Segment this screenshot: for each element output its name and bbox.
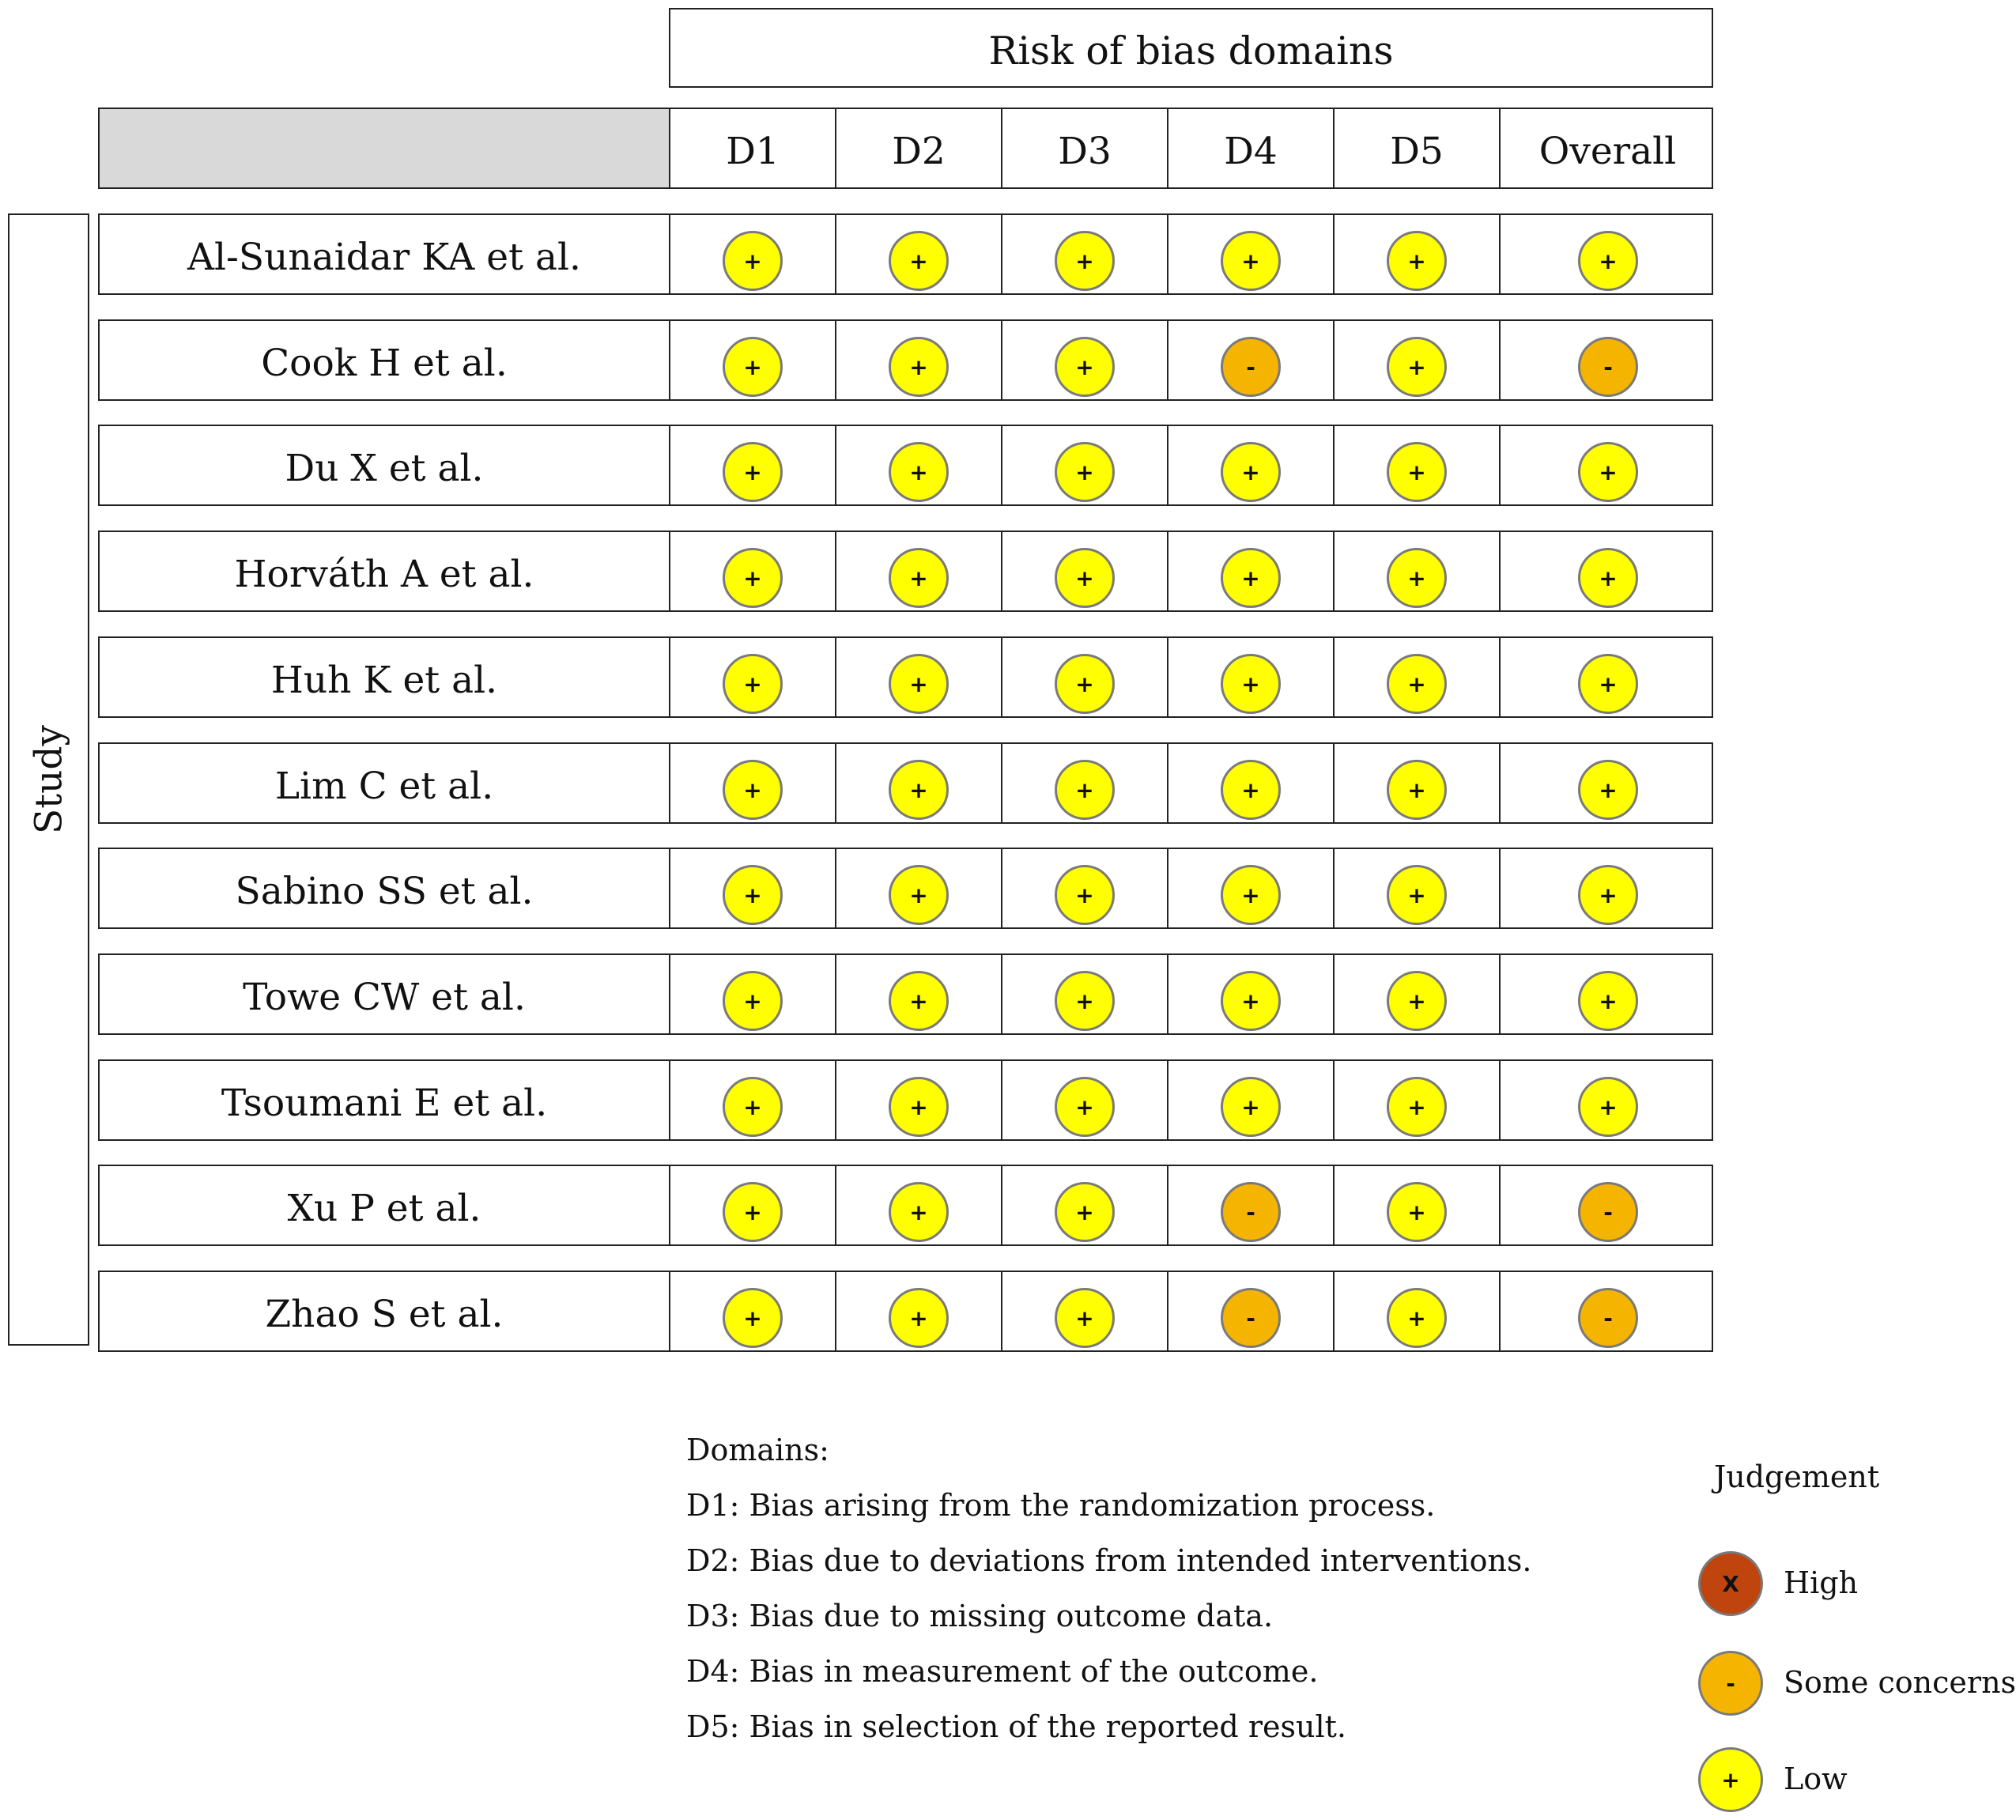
judgement-cell — [1499, 1272, 1715, 1350]
chart-title-box — [669, 8, 1713, 88]
judgement-cell — [835, 321, 1001, 399]
low-risk-icon: + — [889, 231, 949, 291]
table-row — [98, 425, 1713, 506]
low-risk-icon: + — [723, 865, 783, 925]
judgement-cell — [1333, 1166, 1499, 1244]
judgement-cell — [835, 955, 1001, 1033]
some-concerns-icon: - — [1221, 1182, 1281, 1242]
low-risk-icon: + — [889, 654, 949, 714]
low-risk-icon: + — [1055, 971, 1115, 1031]
low-risk-icon: + — [889, 760, 949, 820]
judgement-cell — [1499, 321, 1715, 399]
low-risk-icon: + — [1221, 971, 1281, 1031]
column-header-d2: D2 — [835, 109, 1001, 187]
low-risk-icon: + — [889, 865, 949, 925]
low-risk-icon: + — [889, 442, 949, 502]
judgement-cell — [669, 955, 835, 1033]
judgement-cell — [1499, 638, 1715, 716]
study-axis-box — [8, 213, 89, 1346]
study-axis-label: Study — [27, 725, 70, 834]
table-row — [98, 848, 1713, 929]
legend-low-label: Low — [1784, 1761, 1848, 1796]
table-row — [98, 531, 1713, 612]
judgement-cell — [1001, 215, 1167, 293]
low-risk-icon: + — [1578, 548, 1638, 608]
domain-d5: D5: Bias in selection of the reported result. — [686, 1709, 1346, 1744]
low-risk-icon: + — [723, 231, 783, 291]
judgement-cell — [835, 638, 1001, 716]
low-risk-icon: + — [723, 760, 783, 820]
judgement-cell — [1499, 1166, 1715, 1244]
low-risk-icon: + — [1387, 760, 1447, 820]
low-risk-icon: + — [1221, 231, 1281, 291]
table-row — [98, 213, 1713, 295]
low-risk-icon: + — [723, 442, 783, 502]
judgement-cell — [835, 1166, 1001, 1244]
judgement-cell — [835, 1272, 1001, 1350]
some-concerns-icon: - — [1221, 337, 1281, 397]
judgement-cell — [1333, 849, 1499, 927]
low-risk-icon: + — [723, 654, 783, 714]
low-risk-icon: + — [1055, 548, 1115, 608]
legend-some-concerns-icon: - — [1698, 1651, 1763, 1716]
low-risk-icon: + — [1055, 1288, 1115, 1348]
legend-low-icon: + — [1698, 1747, 1763, 1812]
judgement-cell — [669, 215, 835, 293]
low-risk-icon: + — [1578, 654, 1638, 714]
low-risk-icon: + — [723, 1182, 783, 1242]
judgement-cell — [1001, 849, 1167, 927]
low-risk-icon: + — [1221, 442, 1281, 502]
judgement-cell — [1167, 1061, 1333, 1139]
judgement-cell — [1167, 532, 1333, 610]
judgement-cell — [1167, 215, 1333, 293]
judgement-cell — [669, 849, 835, 927]
judgement-cell — [1001, 744, 1167, 822]
study-name: Horváth A et al. — [234, 553, 534, 596]
low-risk-icon: + — [889, 971, 949, 1031]
low-risk-icon: + — [1221, 760, 1281, 820]
judgement-cell — [1499, 426, 1715, 504]
low-risk-icon: + — [1055, 1077, 1115, 1137]
low-risk-icon: + — [1387, 971, 1447, 1031]
judgement-cell — [669, 638, 835, 716]
judgement-cell — [1333, 955, 1499, 1033]
some-concerns-icon: - — [1578, 1288, 1638, 1348]
low-risk-icon: + — [1578, 865, 1638, 925]
low-risk-icon: + — [723, 337, 783, 397]
low-risk-icon: + — [1578, 971, 1638, 1031]
table-row — [98, 1059, 1713, 1141]
domain-d4: D4: Bias in measurement of the outcome. — [686, 1654, 1319, 1689]
low-risk-icon: + — [1221, 865, 1281, 925]
domain-d3: D3: Bias due to missing outcome data. — [686, 1599, 1274, 1633]
legend-high-label: High — [1784, 1565, 1859, 1600]
low-risk-icon: + — [889, 548, 949, 608]
judgement-title: Judgement — [1714, 1459, 1880, 1494]
study-name: Sabino SS et al. — [235, 870, 534, 913]
table-row — [98, 1271, 1713, 1352]
judgement-cell — [1499, 744, 1715, 822]
judgement-cell — [1001, 532, 1167, 610]
low-risk-icon: + — [1387, 654, 1447, 714]
low-risk-icon: + — [1387, 442, 1447, 502]
judgement-cell — [1499, 215, 1715, 293]
low-risk-icon: + — [1221, 1077, 1281, 1137]
judgement-cell — [1167, 955, 1333, 1033]
table-row — [98, 953, 1713, 1035]
low-risk-icon: + — [1221, 548, 1281, 608]
low-risk-icon: + — [889, 1182, 949, 1242]
judgement-cell — [1333, 744, 1499, 822]
judgement-cell — [669, 532, 835, 610]
judgement-cell — [1001, 1166, 1167, 1244]
some-concerns-icon: - — [1221, 1288, 1281, 1348]
low-risk-icon: + — [889, 1288, 949, 1348]
low-risk-icon: + — [1387, 337, 1447, 397]
judgement-cell — [835, 744, 1001, 822]
judgement-cell — [1167, 321, 1333, 399]
domain-d2: D2: Bias due to deviations from intended interventions. — [686, 1543, 1532, 1578]
low-risk-icon: + — [889, 1077, 949, 1137]
judgement-cell — [1333, 215, 1499, 293]
domains-heading: Domains: — [686, 1433, 829, 1467]
judgement-cell — [1499, 849, 1715, 927]
study-name: Du X et al. — [285, 447, 484, 490]
study-name: Towe CW et al. — [243, 976, 526, 1019]
header-blank-cell — [100, 109, 669, 187]
column-header-overall: Overall — [1499, 109, 1715, 187]
judgement-cell — [669, 744, 835, 822]
low-risk-icon: + — [889, 337, 949, 397]
judgement-cell — [1001, 955, 1167, 1033]
low-risk-icon: + — [1055, 654, 1115, 714]
legend-some-concerns-label: Some concerns — [1784, 1665, 2016, 1700]
table-row — [98, 1165, 1713, 1246]
judgement-cell — [1333, 638, 1499, 716]
judgement-cell — [835, 849, 1001, 927]
judgement-cell — [1001, 638, 1167, 716]
low-risk-icon: + — [1578, 760, 1638, 820]
judgement-cell — [1167, 1272, 1333, 1350]
chart-title: Risk of bias domains — [988, 28, 1394, 74]
low-risk-icon: + — [1387, 865, 1447, 925]
low-risk-icon: + — [1055, 337, 1115, 397]
low-risk-icon: + — [1387, 548, 1447, 608]
low-risk-icon: + — [1055, 442, 1115, 502]
judgement-cell — [835, 1061, 1001, 1139]
legend-high-icon: X — [1698, 1551, 1763, 1616]
judgement-cell — [1167, 849, 1333, 927]
judgement-cell — [1001, 1272, 1167, 1350]
judgement-cell — [1333, 532, 1499, 610]
judgement-cell — [1001, 426, 1167, 504]
column-header-d3: D3 — [1001, 109, 1167, 187]
judgement-cell — [669, 1272, 835, 1350]
study-name: Zhao S et al. — [265, 1293, 504, 1336]
low-risk-icon: + — [1387, 1182, 1447, 1242]
judgement-cell — [1333, 1272, 1499, 1350]
low-risk-icon: + — [1578, 442, 1638, 502]
low-risk-icon: + — [723, 1288, 783, 1348]
judgement-cell — [1499, 532, 1715, 610]
low-risk-icon: + — [1055, 231, 1115, 291]
judgement-cell — [669, 426, 835, 504]
judgement-cell — [669, 1166, 835, 1244]
low-risk-icon: + — [1578, 231, 1638, 291]
low-risk-icon: + — [1055, 760, 1115, 820]
judgement-cell — [1001, 321, 1167, 399]
study-name: Lim C et al. — [274, 765, 494, 808]
judgement-cell — [1001, 1061, 1167, 1139]
low-risk-icon: + — [1055, 1182, 1115, 1242]
study-name: Xu P et al. — [287, 1187, 481, 1230]
judgement-cell — [1499, 1061, 1715, 1139]
table-row — [98, 636, 1713, 718]
judgement-cell — [1167, 638, 1333, 716]
judgement-cell — [1167, 1166, 1333, 1244]
judgement-cell — [669, 1061, 835, 1139]
low-risk-icon: + — [1221, 654, 1281, 714]
judgement-cell — [1167, 426, 1333, 504]
table-row — [98, 742, 1713, 824]
low-risk-icon: + — [1578, 1077, 1638, 1137]
judgement-cell — [1333, 426, 1499, 504]
low-risk-icon: + — [723, 971, 783, 1031]
low-risk-icon: + — [723, 548, 783, 608]
judgement-cell — [1333, 321, 1499, 399]
low-risk-icon: + — [1387, 1077, 1447, 1137]
some-concerns-icon: - — [1578, 1182, 1638, 1242]
column-header-d1: D1 — [669, 109, 835, 187]
study-name: Cook H et al. — [261, 342, 508, 385]
table-row — [98, 319, 1713, 401]
study-name: Tsoumani E et al. — [221, 1082, 548, 1125]
column-header-d5: D5 — [1333, 109, 1499, 187]
judgement-cell — [835, 215, 1001, 293]
domain-d1: D1: Bias arising from the randomization process. — [686, 1488, 1436, 1523]
some-concerns-icon: - — [1578, 337, 1638, 397]
study-name: Huh K et al. — [270, 659, 498, 702]
low-risk-icon: + — [1055, 865, 1115, 925]
judgement-cell — [669, 321, 835, 399]
judgement-cell — [1499, 955, 1715, 1033]
column-header-d4: D4 — [1167, 109, 1333, 187]
study-name: Al-Sunaidar KA et al. — [187, 236, 581, 279]
judgement-cell — [1167, 744, 1333, 822]
low-risk-icon: + — [1387, 231, 1447, 291]
low-risk-icon: + — [1387, 1288, 1447, 1348]
header-row — [98, 108, 1713, 189]
judgement-cell — [1333, 1061, 1499, 1139]
judgement-cell — [835, 532, 1001, 610]
low-risk-icon: + — [723, 1077, 783, 1137]
judgement-cell — [835, 426, 1001, 504]
